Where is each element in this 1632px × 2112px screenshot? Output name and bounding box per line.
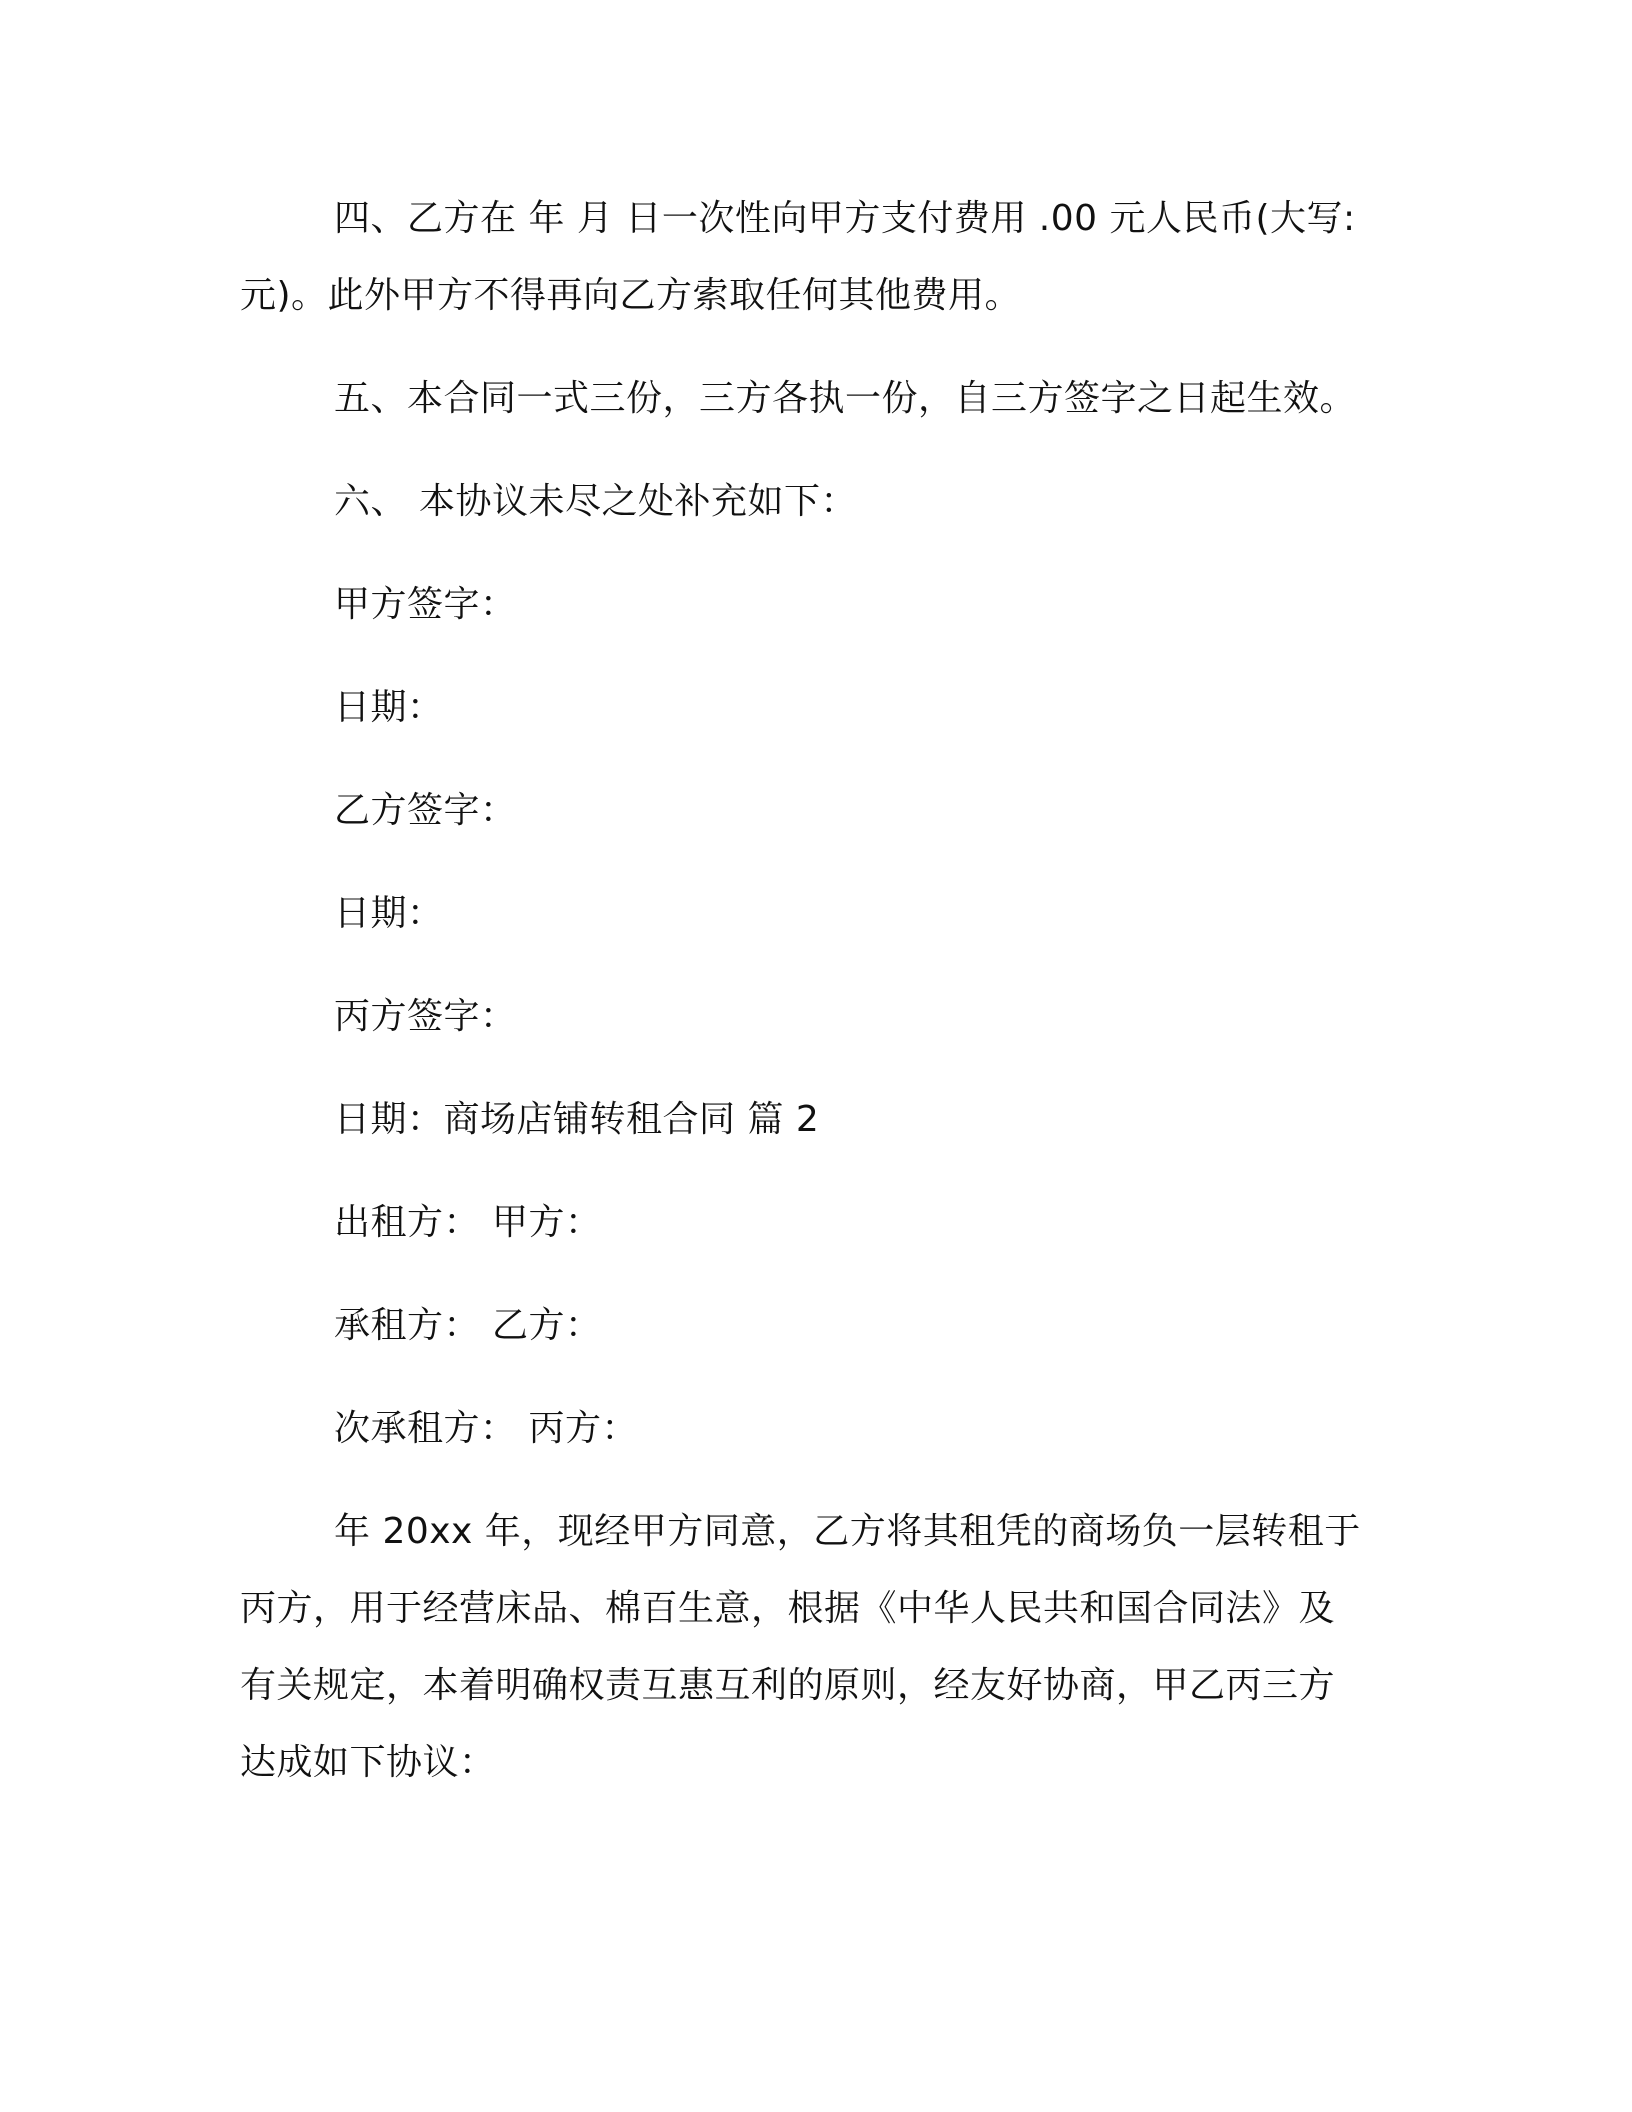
lessee-line: 承租方： 乙方： xyxy=(334,1305,602,1346)
preamble-line-3: 有关规定，本着明确权责互惠互利的原则，经友好协商，甲乙丙三方 xyxy=(240,1665,1336,1706)
party-b-signature: 乙方签字： xyxy=(334,790,517,831)
party-c-date-and-section-title: 日期：商场店铺转租合同 篇 2 xyxy=(334,1099,820,1140)
preamble-line-1: 年 20xx 年，现经甲方同意，乙方将其租凭的商场负一层转租于 xyxy=(334,1511,1361,1552)
clause-six: 六、 本协议未尽之处补充如下： xyxy=(334,481,857,522)
party-b-date: 日期： xyxy=(334,893,444,934)
sub-lessee-line: 次承租方： 丙方： xyxy=(334,1408,638,1449)
preamble-line-4: 达成如下协议： xyxy=(240,1742,496,1783)
preamble-line-2: 丙方，用于经营床品、棉百生意，根据《中华人民共和国合同法》及 xyxy=(240,1588,1336,1629)
party-a-signature: 甲方签字： xyxy=(334,584,517,625)
party-a-date: 日期： xyxy=(334,687,444,728)
lessor-line: 出租方： 甲方： xyxy=(334,1202,602,1243)
clause-four-line-2: 元)。此外甲方不得再向乙方索取任何其他费用。 xyxy=(240,275,1022,316)
clause-four-line-1: 四、乙方在 年 月 日一次性向甲方支付费用 .00 元人民币(大写: xyxy=(334,198,1356,239)
party-c-signature: 丙方签字： xyxy=(334,996,517,1037)
clause-five: 五、本合同一式三份，三方各执一份，自三方签字之日起生效。 xyxy=(334,378,1357,419)
